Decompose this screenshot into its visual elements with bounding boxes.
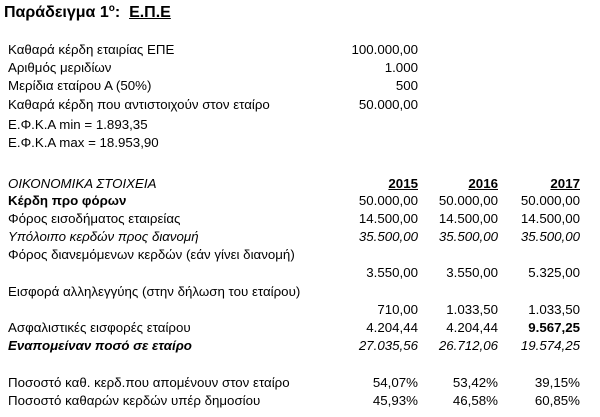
row-label-profit-before-tax: Κέρδη προ φόρων	[8, 193, 127, 208]
row-label-remaining-amount: Εναπομείναν ποσό σε εταίρο	[8, 338, 192, 353]
ratio-value-state-share-2016: 46,58%	[452, 393, 498, 408]
row-value-distributable-profit-2015: 35.500,00	[358, 229, 418, 244]
ratio-label-state-share: Ποσοστό καθαρών κερδών υπέρ δημοσίου	[8, 393, 261, 408]
year-header-2017: 2017	[550, 176, 580, 191]
row-label-dividend-tax: Φόρος διανεμόμενων κερδών (εάν γίνει διανομή)	[8, 247, 295, 262]
row-value-income-tax-2017: 14.500,00	[520, 211, 580, 226]
row-value-dividend-tax-2017: 5.325,00	[528, 265, 580, 280]
param-value-net-profit: 100.000,00	[351, 42, 418, 57]
row-value-solidarity-contribution-2016: 1.033,50	[446, 302, 498, 317]
efka-max: Ε.Φ.Κ.Α max = 18.953,90	[8, 135, 159, 150]
param-label-partner-shares: Μερίδια εταίρου Α (50%)	[8, 78, 152, 93]
title-superscript: ο	[108, 3, 115, 14]
ratio-value-partner-share-2015: 54,07%	[372, 375, 418, 390]
row-label-distributable-profit: Υπόλοιπο κερδών προς διανομή	[8, 229, 199, 244]
row-value-remaining-amount-2016: 26.712,06	[438, 338, 498, 353]
ratio-value-partner-share-2017: 39,15%	[534, 375, 580, 390]
row-value-income-tax-2015: 14.500,00	[358, 211, 418, 226]
year-header-2016: 2016	[468, 176, 498, 191]
title-separator: :	[114, 4, 121, 21]
param-label-shares: Αριθμός μεριδίων	[8, 60, 112, 75]
row-value-remaining-amount-2015: 27.035,56	[358, 338, 418, 353]
row-value-profit-before-tax-2017: 50.000,00	[520, 193, 580, 208]
year-header-2015: 2015	[388, 176, 418, 191]
row-label-income-tax: Φόρος εισοδήματος εταιρείας	[8, 211, 181, 226]
row-value-profit-before-tax-2015: 50.000,00	[358, 193, 418, 208]
financials-section-title: ΟΙΚΟΝΟΜΙΚΑ ΣΤΟΙΧΕΙΑ	[8, 176, 157, 191]
ratio-value-partner-share-2016: 53,42%	[452, 375, 498, 390]
row-value-income-tax-2016: 14.500,00	[438, 211, 498, 226]
row-value-solidarity-contribution-2015: 710,00	[377, 302, 418, 317]
param-label-net-profit: Καθαρά κέρδη εταιρίας ΕΠΕ	[8, 42, 175, 57]
param-value-partner-shares: 500	[395, 78, 418, 93]
row-label-solidarity-contribution: Εισφορά αλληλεγγύης (στην δήλωση του εταίρου)	[8, 284, 301, 299]
param-value-partner-profit: 50.000,00	[358, 97, 418, 112]
efka-min: Ε.Φ.Κ.Α min = 1.893,35	[8, 117, 148, 132]
row-value-remaining-amount-2017: 19.574,25	[520, 338, 580, 353]
row-value-distributable-profit-2017: 35.500,00	[520, 229, 580, 244]
row-value-distributable-profit-2016: 35.500,00	[438, 229, 498, 244]
ratio-value-state-share-2017: 60,85%	[534, 393, 580, 408]
ratio-label-partner-share: Ποσοστό καθ. κερδ.που απομένουν στον εταίρο	[8, 375, 290, 390]
row-value-solidarity-contribution-2017: 1.033,50	[528, 302, 580, 317]
row-value-profit-before-tax-2016: 50.000,00	[438, 193, 498, 208]
row-value-insurance-contributions-2016: 4.204,44	[446, 320, 498, 335]
row-label-insurance-contributions: Ασφαλιστικές εισφορές εταίρου	[8, 320, 191, 335]
ratio-value-state-share-2015: 45,93%	[372, 393, 418, 408]
page-title	[4, 3, 171, 23]
row-value-insurance-contributions-2017: 9.567,25	[528, 320, 580, 335]
row-value-dividend-tax-2016: 3.550,00	[446, 265, 498, 280]
param-label-partner-profit: Καθαρά κέρδη που αντιστοιχούν στον εταίρο	[8, 97, 270, 112]
title-company-type: Ε.Π.Ε	[129, 4, 171, 21]
row-value-dividend-tax-2015: 3.550,00	[366, 265, 418, 280]
row-value-insurance-contributions-2015: 4.204,44	[366, 320, 418, 335]
title-prefix: Παράδειγμα 1	[4, 4, 109, 21]
param-value-shares: 1.000	[384, 60, 418, 75]
